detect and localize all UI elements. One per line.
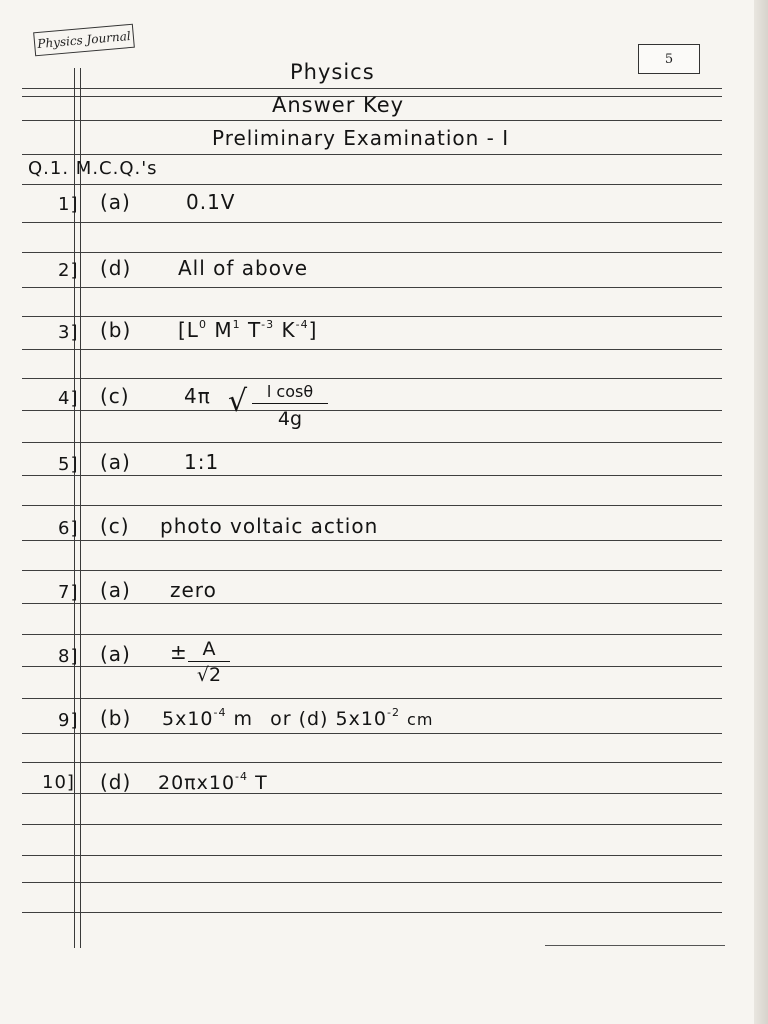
journal-label: Physics Journal [33, 24, 135, 57]
answer-option: (a) [100, 190, 131, 214]
margin-line [80, 68, 81, 948]
dimension-formula [178, 318, 317, 342]
dimension-mass: M [214, 318, 233, 342]
answer-option: (b) [100, 706, 132, 730]
page-edge [754, 0, 768, 1024]
question-number: 5] [58, 454, 79, 475]
rule-line [22, 184, 722, 185]
answer-value: 5x10 [162, 708, 214, 730]
rule-line [22, 733, 722, 734]
exam-title: Preliminary Examination - I [212, 126, 510, 150]
answer-unit: m [233, 708, 254, 730]
question-number: 6] [58, 518, 79, 539]
fraction-denominator: √2 [196, 664, 222, 686]
question-number: 1] [58, 194, 79, 215]
exponent: 0 [198, 318, 207, 331]
answer-alt-label: or (d) [270, 708, 329, 730]
rule-line [22, 442, 722, 443]
rule-line [22, 634, 722, 635]
fraction [188, 638, 230, 686]
answer-text [158, 770, 268, 794]
answer-value: 20πx10 [158, 772, 236, 794]
answer-option: (c) [100, 514, 130, 538]
answer-unit: cm [407, 710, 434, 729]
rule-line [22, 603, 722, 604]
rule-line [22, 154, 722, 155]
rule-line [22, 222, 722, 223]
answer-option: (d) [100, 256, 132, 280]
rule-line [22, 912, 722, 913]
sqrt-icon: √ [228, 384, 248, 419]
fraction-denominator: 4g [277, 408, 303, 430]
section-heading: Q.1. M.C.Q.'s [28, 158, 158, 179]
answer-text [162, 706, 433, 730]
exponent: -4 [295, 318, 309, 331]
rule-line [22, 120, 722, 121]
answer-option: (a) [100, 642, 131, 666]
exponent: -2 [387, 706, 400, 719]
question-number: 9] [58, 710, 79, 731]
answer-prefix: 4π [184, 384, 211, 408]
rule-line [22, 540, 722, 541]
rule-line [22, 316, 722, 317]
fraction-numerator: l cosθ [266, 382, 314, 401]
rule-line [22, 698, 722, 699]
answer-prefix: ± [170, 640, 188, 664]
rule-line [22, 287, 722, 288]
answer-option: (a) [100, 578, 131, 602]
rule-line [22, 88, 722, 89]
answer-text: zero [170, 578, 217, 602]
rule-line [22, 252, 722, 253]
question-number: 4] [58, 388, 79, 409]
rule-line [22, 349, 722, 350]
answer-unit: T [255, 772, 268, 794]
rule-line [22, 410, 722, 411]
dimension-temperature: K [281, 318, 296, 342]
rule-line [22, 762, 722, 763]
answer-option: (c) [100, 384, 130, 408]
answer-text: All of above [178, 256, 309, 280]
answer-value: 5x10 [335, 708, 388, 730]
question-number: 8] [58, 646, 79, 667]
rule-line [22, 475, 722, 476]
rule-line [22, 570, 722, 571]
answer-text: 1:1 [184, 450, 220, 474]
rule-line [22, 505, 722, 506]
page-number: 5 [638, 44, 700, 74]
rule-line [22, 882, 722, 883]
dimension-time: T [247, 318, 262, 342]
rule-line [22, 378, 722, 379]
exponent: -4 [235, 770, 249, 783]
answer-option: (d) [100, 770, 132, 794]
fraction [252, 382, 328, 430]
answer-text: 0.1V [186, 190, 236, 214]
dimension-close: ] [308, 318, 318, 342]
answer-text: photo voltaic action [160, 514, 379, 538]
rule-line [22, 666, 722, 667]
question-number: 3] [58, 322, 79, 343]
answer-option: (b) [100, 318, 132, 342]
exponent: 1 [232, 318, 241, 331]
dimension-open: [L [178, 318, 199, 342]
rule-line [22, 824, 722, 825]
answer-option: (a) [100, 450, 131, 474]
exponent: -3 [261, 318, 275, 331]
footer-rule [545, 945, 725, 946]
question-number: 7] [58, 582, 79, 603]
exponent: -4 [213, 706, 227, 719]
fraction-numerator: A [202, 638, 216, 660]
rule-line [22, 855, 722, 856]
question-number: 2] [58, 260, 79, 281]
question-number: 10] [42, 772, 75, 793]
subject-title: Physics [290, 60, 375, 84]
doc-type-title: Answer Key [272, 93, 405, 117]
